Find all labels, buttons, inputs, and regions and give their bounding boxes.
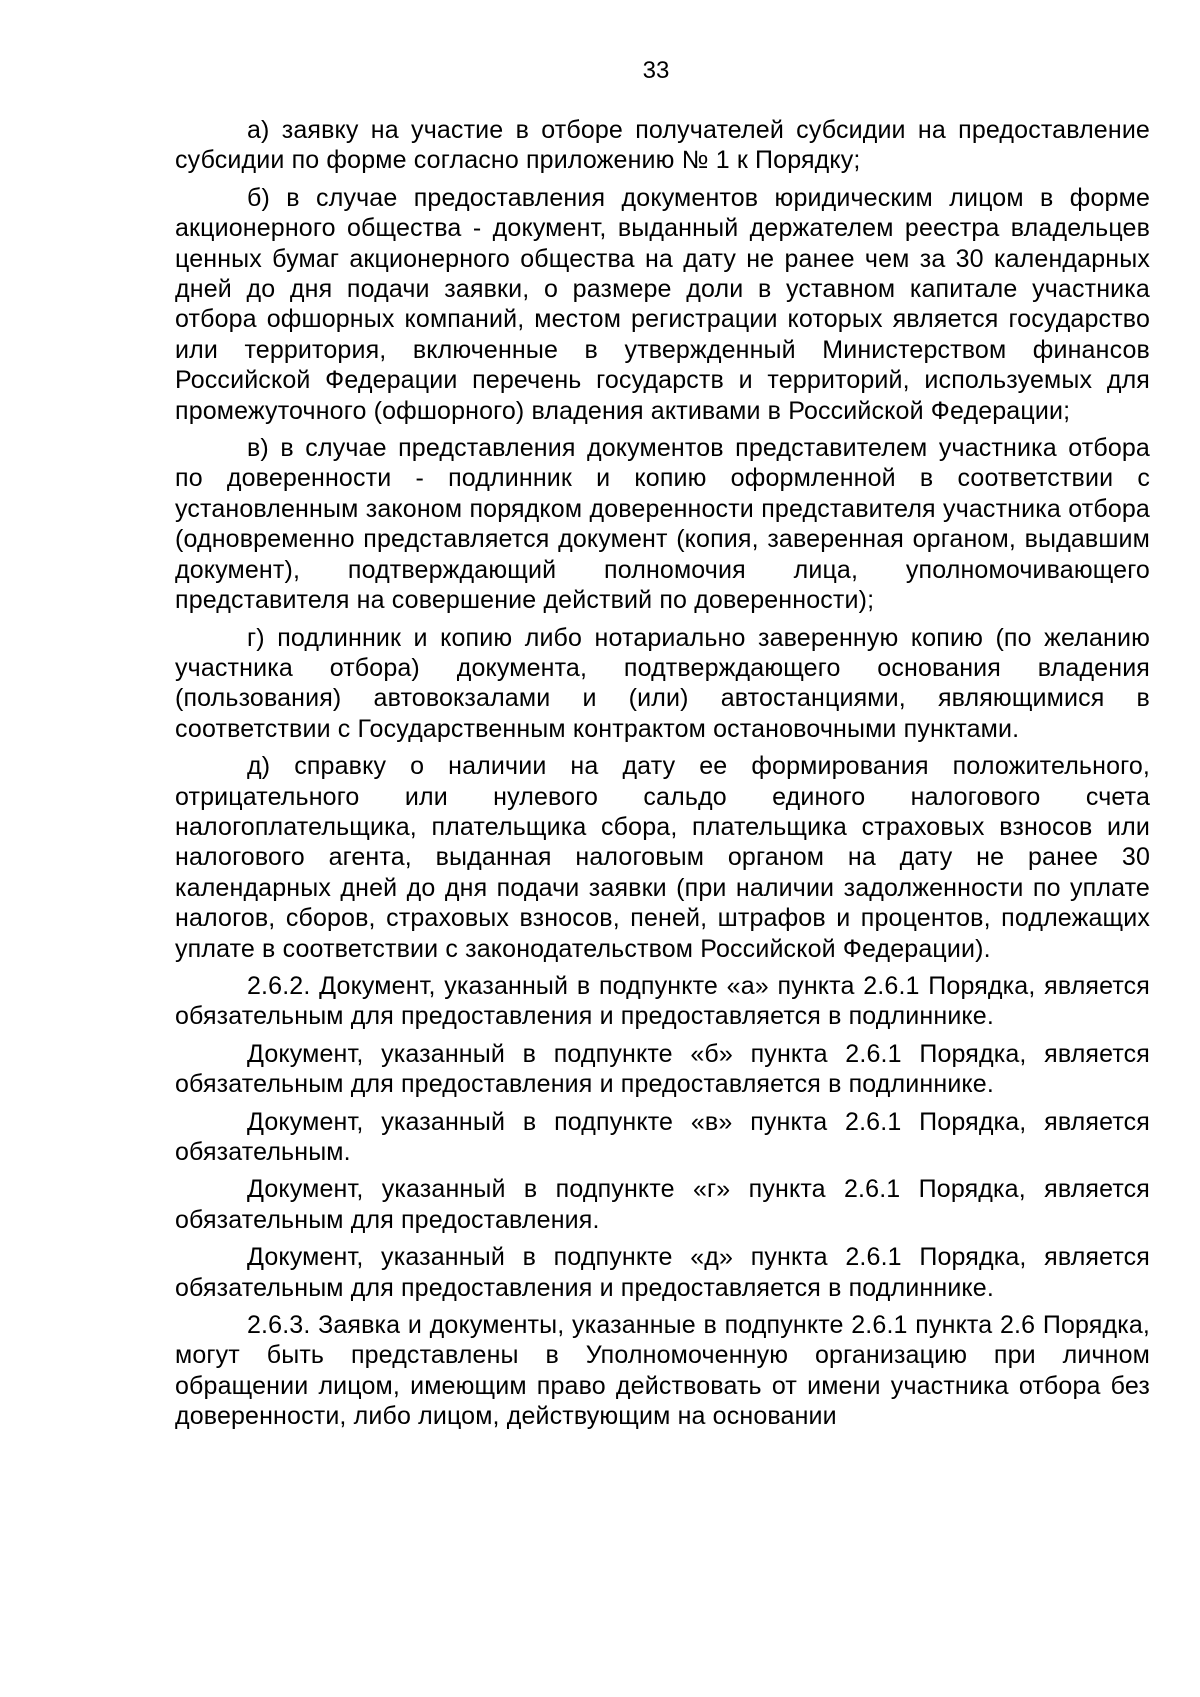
paragraph-2-6-2: 2.6.2. Документ, указанный в подпункте «а» пункта 2.6.1 Порядка, является обязательным для предоставления и предоставляется в подлиннике. xyxy=(175,971,1150,1031)
paragraph-doc-v: Документ, указанный в подпункте «в» пункта 2.6.1 Порядка, является обязательным. xyxy=(175,1107,1150,1166)
document-body xyxy=(175,115,1150,1439)
paragraph-doc-g: Документ, указанный в подпункте «г» пункта 2.6.1 Порядка, является обязательным для предоставления. xyxy=(175,1175,1150,1234)
paragraph-g: г) подлинник и копию либо нотариально заверенную копию (по желанию участника отбора) документа, подтверждающего основания владения (пользования) автовокзалами и (или) автостанциями, являющимися в соответствии с Государственным контрактом остановочными пунктами. xyxy=(175,623,1150,743)
page-number: 33 xyxy=(642,57,670,84)
paragraph-b: б) в случае предоставления документов юридическим лицом в форме акционерного общества - документ, выданный держателем реестра владельцев ценных бумаг акционерного общества на дату не ранее чем за 30 календарных дней до дня подачи заявки, о размере доли в уставном капитале участника отбора офшорных компаний, местом регистрации которых является государство или территория, включенные в утвержденный Министерством финансов Российской Федерации перечень государств и территорий, используемых для промежуточного (офшорного) владения активами в Российской Федерации; xyxy=(175,183,1150,425)
paragraph-d: д) справку о наличии на дату ее формирования положительного, отрицательного или нулевого сальдо единого налогового счета налогоплательщика, плательщика сбора, плательщика страховых взносов или налогового агента, выданная налоговым органом на дату не ранее 30 календарных дней до дня подачи заявки (при наличии задолженности по уплате налогов, сборов, страховых взносов, пеней, штрафов и процентов, подлежащих уплате в соответствии с законодательством Российской Федерации). xyxy=(175,752,1150,963)
paragraph-doc-b: Документ, указанный в подпункте «б» пункта 2.6.1 Порядка, является обязательным для предоставления и предоставляется в подлиннике. xyxy=(175,1039,1150,1099)
paragraph-v: в) в случае представления документов представителем участника отбора по доверенности - подлинник и копию оформленной в соответствии с установленным законом порядком доверенности представителя участника отбора (одновременно представляется документ (копия, заверенная органом, выдавшим документ), подтверждающий полномочия лица, уполномочивающего представителя на совершение действий по доверенности); xyxy=(175,434,1150,615)
paragraph-doc-d: Документ, указанный в подпункте «д» пункта 2.6.1 Порядка, является обязательным для предоставления и предоставляется в подлиннике. xyxy=(175,1243,1150,1302)
paragraph-2-6-3: 2.6.3. Заявка и документы, указанные в подпункте 2.6.1 пункта 2.6 Порядка, могут быть представлены в Уполномоченную организацию при личном обращении лицом, имеющим право действовать от имени участника отбора без доверенности, либо лицом, действующим на основании xyxy=(175,1311,1150,1431)
paragraph-a: а) заявку на участие в отборе получателей субсидии на предоставление субсидии по форме согласно приложению № 1 к Порядку; xyxy=(175,116,1150,175)
